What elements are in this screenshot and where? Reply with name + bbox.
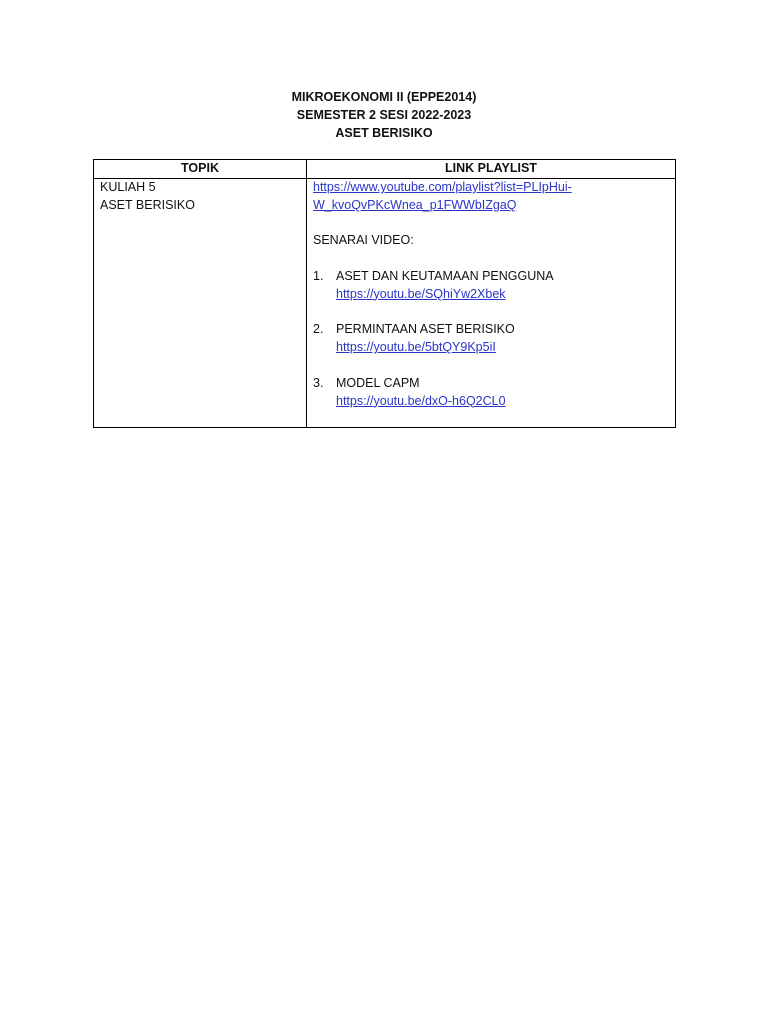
video-item-1 (313, 268, 669, 304)
video-item-3 (313, 375, 669, 411)
video-link[interactable]: https://youtu.be/dxO-h6Q2CL0 (336, 393, 506, 408)
spacer (313, 215, 669, 233)
topic-title: ASET BERISIKO (335, 126, 433, 140)
video-title: MODEL CAPM (336, 375, 420, 390)
playlist-table (93, 159, 676, 428)
course-title: MIKROEKONOMI II (EPPE2014) (291, 90, 477, 104)
video-item-2 (313, 321, 669, 357)
playlist-link-line2: W_kvoQvPKcWnea_p1FWWbIZgaQ (313, 197, 517, 212)
playlist-link-line1: https://www.youtube.com/playlist?list=PLIpHui- (313, 180, 572, 194)
video-list-label: SENARAI VIDEO: (313, 233, 414, 248)
topic-cell (94, 179, 307, 428)
semester-line: SEMESTER 2 SESI 2022-2023 (296, 108, 472, 122)
spacer (313, 304, 669, 322)
video-number: 3. (313, 375, 324, 390)
playlist-link[interactable] (313, 179, 669, 215)
video-title: PERMINTAAN ASET BERISIKO (336, 322, 515, 337)
topic-lecture: KULIAH 5 (100, 180, 156, 194)
video-link[interactable]: https://youtu.be/SQhiYw2Xbek (336, 286, 506, 301)
spacer (313, 250, 669, 268)
table-row (94, 179, 676, 428)
video-number: 1. (313, 268, 324, 283)
playlist-cell (307, 179, 676, 428)
video-title: ASET DAN KEUTAMAAN PENGGUNA (336, 268, 554, 283)
video-number: 2. (313, 322, 324, 337)
topic-name: ASET BERISIKO (100, 197, 195, 212)
column-header-topik: TOPIK (94, 160, 307, 179)
column-header-link-playlist: LINK PLAYLIST (307, 160, 676, 179)
spacer (313, 357, 669, 375)
document-header (0, 88, 768, 142)
video-link[interactable]: https://youtu.be/5btQY9Kp5iI (336, 340, 496, 355)
table-header-row (94, 160, 676, 179)
